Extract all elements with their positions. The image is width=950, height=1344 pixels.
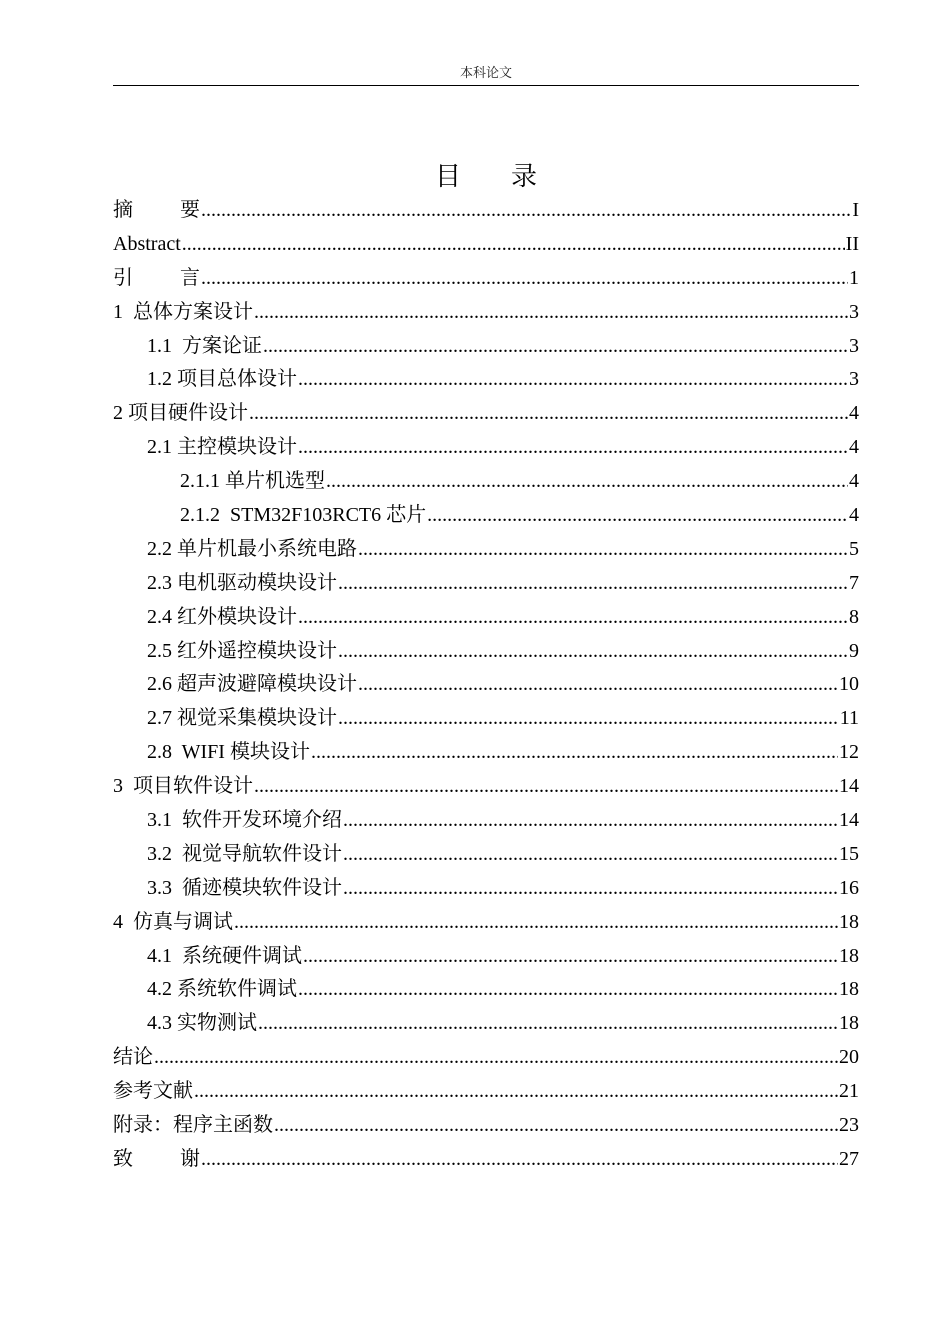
toc-entry-page: 15: [839, 842, 859, 865]
toc-leader-dots: [298, 973, 838, 1007]
toc-leader-dots: [298, 431, 848, 465]
toc-leader-dots: [254, 296, 848, 330]
toc-entry-label: 4.2 系统软件调试: [147, 978, 297, 1001]
toc-entry[interactable]: [113, 906, 859, 940]
toc-entry[interactable]: [113, 228, 859, 262]
toc-entry-label: 2.4 红外模块设计: [147, 605, 297, 628]
toc-entry-label: 3.1 软件开发环境介绍: [147, 809, 342, 832]
toc-entry-label-char: 致: [113, 1147, 133, 1170]
toc-leader-dots: [201, 1143, 838, 1177]
toc-leader-dots: [249, 397, 848, 431]
toc-leader-dots: [234, 906, 838, 940]
toc-leader-dots: [427, 499, 848, 533]
toc-entry-label: 3.3 循迹模块软件设计: [147, 876, 342, 899]
toc-leader-dots: [358, 668, 838, 702]
toc-entry-page: 4: [849, 504, 859, 527]
toc-entry-label: 2.6 超声波避障模块设计: [147, 673, 357, 696]
toc-entry-label-char: 引: [113, 266, 133, 289]
toc-leader-dots: [311, 736, 838, 770]
toc-entry-label: 2.8 WIFI 模块设计: [147, 741, 310, 764]
toc-entry[interactable]: [113, 262, 859, 296]
page-header: 本科论文: [459, 66, 512, 81]
toc-entry[interactable]: [113, 499, 859, 533]
toc-entry[interactable]: [113, 1041, 859, 1075]
toc-entry[interactable]: [113, 363, 859, 397]
toc-entry-label: Abstract: [113, 232, 181, 255]
toc-entry-label-char: 言: [180, 266, 200, 289]
toc-entry-page: 20: [839, 1046, 859, 1069]
toc-leader-dots: [338, 567, 848, 601]
toc-leader-dots: [254, 770, 838, 804]
toc-entry-page: 18: [839, 910, 859, 933]
toc-leader-dots: [343, 872, 838, 906]
toc-leader-dots: [274, 1109, 838, 1143]
toc-leader-dots: [154, 1041, 838, 1075]
toc-entry-label: 1.2 项目总体设计: [147, 368, 297, 391]
toc-entry[interactable]: [113, 1109, 859, 1143]
toc-entry[interactable]: [113, 702, 859, 736]
toc-entry-label-char: 要: [180, 199, 200, 221]
toc-entry-page: 14: [839, 775, 859, 798]
toc-entry-page: 16: [839, 876, 859, 899]
toc-entry-page: 9: [849, 639, 859, 662]
toc-leader-dots: [343, 838, 838, 872]
toc-entry[interactable]: [113, 1075, 859, 1109]
toc-leader-dots: [182, 228, 845, 262]
toc-entry[interactable]: [113, 804, 859, 838]
toc-entry[interactable]: [113, 601, 859, 635]
toc-entry-page: 18: [839, 978, 859, 1001]
toc-entry-label: 1.1 方案论证: [147, 334, 262, 357]
toc-entry[interactable]: [113, 736, 859, 770]
toc-leader-dots: [358, 533, 848, 567]
toc-entry[interactable]: [113, 1007, 859, 1041]
toc-entry-page: 3: [849, 334, 859, 357]
toc-leader-dots: [326, 465, 848, 499]
toc-entry-page: 8: [849, 605, 859, 628]
toc-entry-label: [113, 194, 200, 228]
toc-entry-label-char: 摘: [113, 199, 133, 221]
toc-entry[interactable]: [113, 533, 859, 567]
toc-entry[interactable]: [113, 397, 859, 431]
toc-leader-dots: [343, 804, 838, 838]
toc-leader-dots: [263, 330, 848, 364]
toc-entry-label: 参考文献: [113, 1080, 193, 1103]
toc-entry[interactable]: [113, 194, 859, 228]
toc-entry-label: 2 项目硬件设计: [113, 402, 248, 425]
toc-leader-dots: [298, 601, 848, 635]
toc-entry[interactable]: [113, 296, 859, 330]
toc-leader-dots: [258, 1007, 838, 1041]
toc-entry[interactable]: [113, 1143, 859, 1177]
toc-entry-page: 4: [849, 436, 859, 459]
toc-entry-page: 14: [839, 809, 859, 832]
toc-entry-page: I: [852, 199, 859, 221]
toc-leader-dots: [298, 363, 848, 397]
toc-entry[interactable]: [113, 770, 859, 804]
table-of-contents: [113, 194, 859, 1177]
toc-entry-page: 4: [849, 470, 859, 493]
toc-leader-dots: [194, 1075, 838, 1109]
toc-entry-page: 18: [839, 944, 859, 967]
header-rule: [113, 85, 859, 86]
toc-entry-page: 4: [849, 402, 859, 425]
toc-entry[interactable]: [113, 635, 859, 669]
toc-entry-label: 4.3 实物测试: [147, 1012, 257, 1035]
toc-entry-page: 21: [839, 1080, 859, 1103]
toc-entry-label: 2.7 视觉采集模块设计: [147, 707, 337, 730]
toc-entry[interactable]: [113, 668, 859, 702]
toc-entry-label: 2.2 单片机最小系统电路: [147, 537, 357, 560]
toc-leader-dots: [338, 635, 848, 669]
toc-entry-page: 18: [839, 1012, 859, 1035]
toc-entry-label: 2.5 红外遥控模块设计: [147, 639, 337, 662]
toc-entry-page: 27: [839, 1147, 859, 1170]
toc-entry[interactable]: [113, 838, 859, 872]
toc-entry-label: 2.1.2 STM32F103RCT6 芯片: [180, 504, 427, 527]
toc-leader-dots: [201, 194, 851, 228]
toc-entry-page: 3: [849, 300, 859, 323]
toc-entry-page: II: [845, 232, 859, 255]
toc-entry[interactable]: [113, 465, 859, 499]
toc-entry[interactable]: [113, 567, 859, 601]
toc-entry-label: 3 项目软件设计: [113, 775, 253, 798]
toc-entry[interactable]: [113, 330, 859, 364]
toc-entry-page: 10: [839, 673, 859, 696]
toc-leader-dots: [303, 940, 838, 974]
toc-entry-label: 2.1.1 单片机选型: [180, 470, 325, 493]
toc-title: 目录: [434, 162, 587, 192]
toc-entry-label: 2.3 电机驱动模块设计: [147, 571, 337, 594]
toc-entry[interactable]: [113, 940, 859, 974]
toc-entry-page: 11: [839, 707, 859, 730]
toc-entry-page: 3: [849, 368, 859, 391]
toc-entry-label: 1 总体方案设计: [113, 300, 253, 323]
toc-entry[interactable]: [113, 973, 859, 1007]
toc-entry-label: [113, 262, 200, 296]
toc-entry-label: 4.1 系统硬件调试: [147, 944, 302, 967]
toc-entry-label: 2.1 主控模块设计: [147, 436, 297, 459]
toc-entry[interactable]: [113, 872, 859, 906]
toc-entry-label: [113, 1143, 200, 1177]
toc-entry-label: 3.2 视觉导航软件设计: [147, 842, 342, 865]
toc-entry-page: 12: [839, 741, 859, 764]
toc-entry[interactable]: [113, 431, 859, 465]
toc-leader-dots: [338, 702, 839, 736]
toc-entry-page: 5: [849, 537, 859, 560]
toc-entry-label-char: 谢: [180, 1147, 200, 1170]
toc-leader-dots: [201, 262, 848, 296]
toc-entry-page: 1: [849, 266, 859, 289]
toc-entry-label: 结论: [113, 1046, 153, 1069]
toc-entry-label: 附录：程序主函数: [113, 1114, 273, 1137]
toc-entry-page: 7: [849, 571, 859, 594]
toc-entry-label: 4 仿真与调试: [113, 910, 233, 933]
toc-entry-page: 23: [839, 1114, 859, 1137]
